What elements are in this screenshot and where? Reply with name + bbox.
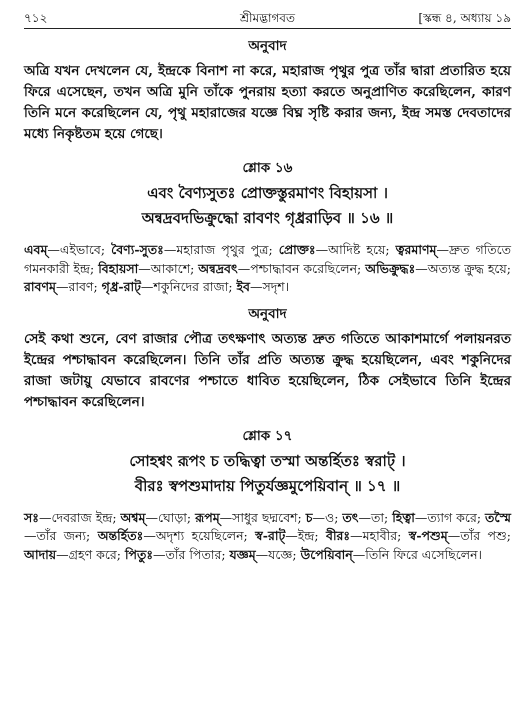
page-header — [24, 8, 511, 29]
translation-paragraph: অত্রি যখন দেখলেন যে, ইন্দ্রকে বিনাশ না করে, মহারাজ পৃথুর পুত্র তাঁর দ্বারা প্রতারিত হয়ে ফিরে এসেছেন, তখন অত্রি মুনি তাঁকে পুনরায় হত্যা করতে অনুপ্রাণিত করেছিলেন, কারণ তিনি মনে করেছিলেন যে, পৃথু মহারাজের যজ্ঞে বিঘ্ন সৃষ্টি করার জন্য, ইন্দ্র সমস্ত দেবতাদের মধ্যে নিকৃষ্টতম হয়ে গেছে। — [24, 63, 511, 142]
synonym-meaning: —তাঁর পিতার; — [153, 546, 230, 562]
synonym-term: রূপম্ — [195, 509, 220, 525]
word-synonyms — [24, 509, 511, 565]
synonym-meaning: —আকাশে; — [138, 260, 199, 276]
synonym-term: অভিক্রুদ্ধঃ — [365, 260, 416, 276]
synonym-meaning: —দ্রুত গতিতে গমনকারী ইন্দ্র; — [24, 242, 511, 276]
synonym-meaning: —মহাবীর; — [350, 528, 409, 543]
synonym-meaning: —তাঁর জন্য; — [24, 528, 98, 543]
synonym-term: চ — [305, 509, 313, 525]
verse-line: এবং বৈণ্যসুতঃ প্রোক্তস্তুরমাণং বিহায়সা । — [147, 184, 388, 202]
synonym-meaning: —তা; — [358, 509, 393, 525]
verse-line: বীরঃ স্বপশুমাদায় পিতুর্যজ্ঞমুপেয়িবান্ ॥ ১৭ ॥ — [134, 476, 401, 495]
synonym-meaning: —মহারাজ পৃথুর পুত্র; — [163, 242, 279, 257]
synonym-term: বিহায়সা — [98, 260, 139, 276]
synonym-term: সঃ — [24, 509, 39, 525]
book-title: শ্রীমদ্ভাগবত — [239, 11, 295, 25]
verse-line: সোহশ্বং রূপং চ তদ্ধিত্বা তস্মা অন্তর্হিতঃ স্বরাট্ । — [129, 451, 406, 470]
synonym-term: গৃধ্র-রাট্ — [101, 279, 141, 294]
synonym-term: বৈণ্য-সুতঃ — [111, 242, 164, 257]
synonym-meaning: —দেবরাজ ইন্দ্র; — [38, 509, 121, 525]
synonym-term: উপেয়িবান্ — [300, 546, 353, 562]
synonym-meaning: —সাধুর ছদ্মবেশ; — [219, 509, 306, 525]
synonym-term: ইব — [236, 279, 250, 294]
synonym-term: অশ্বম্ — [120, 509, 146, 525]
synonym-term: বীরঃ — [326, 528, 351, 543]
synonym-meaning: —অদৃশ্য হয়েছিলেন; — [143, 528, 256, 543]
synonym-term: আদায় — [24, 546, 57, 562]
translation-heading: অনুবাদ — [248, 38, 287, 54]
synonym-meaning: —তিনি ফিরে এসেছিলেন। — [352, 546, 483, 562]
synonym-term: ত্বরমাণম্ — [395, 242, 437, 257]
verse-line: অন্বদ্রবদভিক্রুদ্ধো রাবণং গৃধ্ররাড়িব ॥ ১৬ ॥ — [141, 209, 394, 227]
synonym-meaning: —শকুনিদের রাজা; — [140, 279, 237, 294]
synonym-meaning: —যজ্ঞে; — [255, 546, 301, 562]
synonym-meaning: —ত্যাগ করে; — [414, 509, 486, 525]
page-number: ৭১২ — [24, 11, 48, 25]
synonym-term: তস্মৈ — [485, 509, 511, 525]
synonym-meaning: —পশ্চাদ্ধাবন করেছিলেন; — [237, 260, 366, 276]
translation-heading: অনুবাদ — [248, 305, 287, 322]
synonym-term: স্ব-রাট্ — [255, 528, 286, 543]
synonym-meaning: —অত্যন্ত ক্রুদ্ধ হয়ে; — [415, 260, 511, 276]
synonym-term: হিত্বা — [392, 509, 415, 525]
verse-heading: শ্লোক ১৭ — [242, 427, 293, 444]
synonym-term: পিতুঃ — [124, 546, 154, 562]
synonym-meaning: —রাবণ; — [55, 279, 102, 294]
synonym-term: প্রোক্তঃ — [278, 242, 316, 257]
synonym-term: রাবণম্ — [24, 279, 56, 294]
synonym-meaning: —তাঁর পশু; — [447, 528, 511, 543]
synonym-term: যজ্ঞম্ — [229, 546, 256, 562]
synonym-meaning: —ঘোড়া; — [145, 509, 196, 525]
section-reference: [স্কন্ধ ৪, অধ্যায় ১৯ — [418, 11, 511, 25]
synonym-meaning: —আদিষ্ট হয়ে; — [315, 242, 396, 257]
verse-heading: শ্লোক ১৬ — [242, 160, 293, 176]
synonym-term: অন্তর্হিতঃ — [97, 528, 144, 543]
synonym-term: তৎ — [342, 509, 359, 525]
synonym-meaning: —ইন্দ্র; — [285, 528, 327, 543]
synonym-meaning: —সদৃশ। — [249, 279, 290, 294]
synonym-meaning: —গ্রহণ করে; — [56, 546, 125, 562]
synonym-term: অন্বদ্রবৎ — [198, 260, 238, 276]
word-synonyms — [24, 241, 511, 297]
synonym-term: এবম্ — [24, 242, 48, 257]
synonym-term: স্ব-পশুম্ — [408, 528, 448, 543]
synonym-meaning: —এইভাবে; — [47, 242, 112, 257]
synonym-meaning: —ও; — [312, 509, 343, 525]
translation-paragraph: সেই কথা শুনে, বেণ রাজার পৌত্র তৎক্ষণাৎ অত্যন্ত দ্রুত গতিতে আকাশমার্গে পলায়নরত ইন্দ্রের পশ্চাদ্ধাবন করেছিলেন। তিনি তাঁর প্রতি অত্যন্ত ক্রুদ্ধ হয়েছিলেন, এবং শকুনিদের রাজা জটায়ু যেভাবে রাবণের পশ্চাতে ধাবিত হয়েছিলেন, ঠিক সেইভাবে তিনি ইন্দ্রের পশ্চাদ্ধাবন করেছিলেন। — [24, 330, 511, 410]
